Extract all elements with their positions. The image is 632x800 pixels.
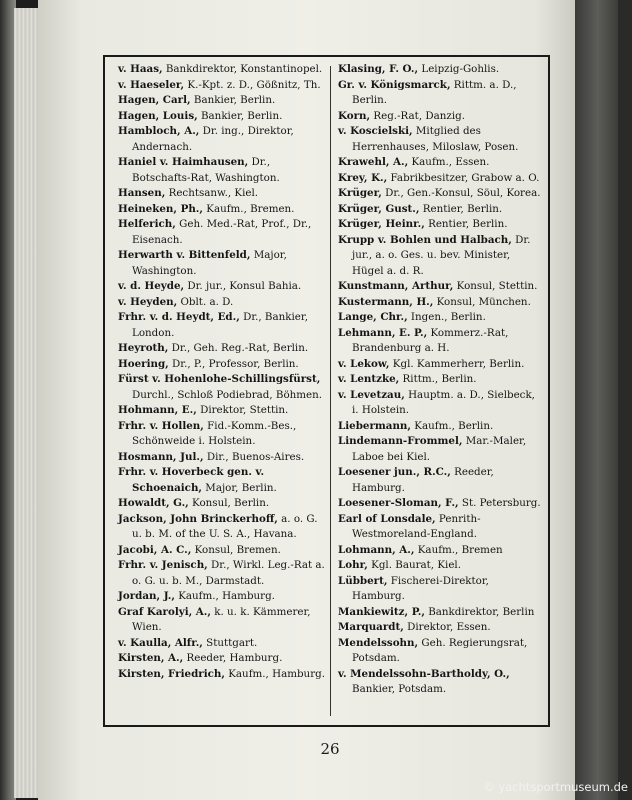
directory-entry [118,341,326,357]
entry-name: Hohmann, E., [118,404,197,416]
entry-details: Kommerz.-Rat, Brandenburg a. H. [352,326,509,354]
directory-entry [118,403,326,419]
entry-name: Klasing, F. O., [338,63,419,75]
directory-entry [338,372,542,388]
background-edge [618,0,632,800]
directory-entry [338,620,542,636]
directory-entry [118,558,326,589]
entry-details: Dr., P., Professor, Berlin. [168,357,299,370]
entry-name: Lohmann, A., [338,543,415,556]
directory-entry [118,357,326,373]
entry-details: Fid.-Komm.-Bes., Schönweide i. Holstein. [132,419,297,447]
entry-details: Dr., Wirkl. Leg.-Rat a. o. G. u. b. M., Darmstadt. [132,559,325,587]
directory-entry [338,496,542,512]
directory-entry [338,636,542,667]
entry-name: Frhr. v. Jenisch, [118,559,208,571]
directory-entry [118,295,326,311]
directory-entry [118,202,326,218]
entry-details: Kaufm., Hamburg. [224,667,325,680]
entry-name: Kirsten, Friedrich, [118,667,225,680]
directory-entry [338,605,542,621]
entry-name: v. Koscielski, [338,125,413,137]
directory-entry [338,109,542,125]
directory-entry [118,419,326,450]
entry-details: Konsul, Stettin. [453,280,538,292]
directory-entry [118,496,326,512]
directory-entry [338,217,542,233]
directory-entry [118,279,326,295]
directory-entry [118,372,326,403]
directory-entry [118,310,326,341]
entry-details: Kaufm., Essen. [408,156,490,168]
entry-details: Kgl. Baurat, Kiel. [367,559,461,571]
entry-details: Rittm., Berlin. [399,373,477,385]
directory-entry [118,512,326,543]
directory-entry [118,62,326,78]
directory-entry [338,465,542,496]
entry-name: Krupp v. Bohlen und Halbach, [338,233,512,246]
right-column [338,62,542,698]
directory-entry [338,202,542,218]
directory-entry [118,605,326,636]
entry-name: Haniel v. Haimhausen, [118,156,249,168]
entry-details: Konsul, Berlin. [188,497,270,509]
entry-details: Oblt. a. D. [177,295,234,308]
entry-details: Durchl., Schloß Podiebrad, Böhmen. [132,388,323,401]
entry-name: Jacobi, A. C., [118,543,192,556]
directory-entry [118,93,326,109]
directory-entry [338,233,542,280]
directory-entry [338,310,542,326]
entry-name: v. Lekow, [338,357,390,370]
directory-entry [118,248,326,279]
directory-entry [118,465,326,496]
entry-details: Bankdirektor, Berlin [424,605,535,618]
entry-details: Kaufm., Bremen. [202,202,295,215]
watermark: © yachtsportmuseum.de [483,780,628,794]
directory-entry [118,78,326,94]
directory-entry [118,667,326,683]
directory-entry [338,171,542,187]
column-divider [330,66,331,716]
entry-details: Penrith-Westmoreland-England. [352,512,481,540]
entry-details: Bankier, Berlin. [190,94,276,106]
directory-entry [338,543,542,559]
entry-name: Heyroth, [118,342,169,354]
directory-entry [338,419,542,435]
entry-name: v. Kaulla, Alfr., [118,636,203,649]
directory-entry [338,667,542,698]
entry-details: K.-Kpt. z. D., Gößnitz, Th. [184,78,321,91]
left-column [118,62,326,682]
entry-details: Dr., Geh. Reg.-Rat, Berlin. [168,342,309,354]
entry-name: Hosmann, Jul., [118,450,204,463]
entry-name: Lange, Chr., [338,311,408,323]
directory-entry [118,636,326,652]
directory-entry [338,357,542,373]
directory-entry [338,124,542,155]
entry-name: v. Haeseler, [118,78,185,91]
directory-entry [338,512,542,543]
entry-details: Major, Berlin. [202,481,277,494]
entry-name: Fürst v. Hohenlohe-Schillingsfürst, [118,373,321,385]
entry-details: Bankier, Potsdam. [352,683,447,695]
entry-name: Heineken, Ph., [118,202,203,215]
entry-name: Gr. v. Königsmarck, [338,78,451,91]
directory-entry [338,558,542,574]
entry-details: Geh. Med.-Rat, Prof., Dr., Eisenach. [132,218,312,246]
entry-details: Bankier, Berlin. [197,109,283,122]
entry-name: Mankiewitz, P., [338,605,425,618]
entry-name: Jackson, John Brinckerhoff, [118,512,278,525]
entry-name: Kirsten, A., [118,652,184,664]
entry-name: Krüger, Gust., [338,202,420,215]
entry-name: Krawehl, A., [338,156,409,168]
entry-name: Jordan, J., [118,590,175,602]
directory-entry [118,217,326,248]
entry-details: Konsul, München. [433,295,531,308]
entry-details: Rittm. a. D., Berlin. [352,78,517,106]
entry-details: Rentier, Berlin. [424,218,508,230]
entry-details: Dir., Buenos-Aires. [203,450,305,463]
directory-entry [338,186,542,202]
entry-name: Kustermann, H., [338,295,434,308]
entry-details: Reeder, Hamburg. [352,466,494,494]
entry-details: Dr. jur., a. o. Ges. u. bev. Minister, Hügel a. d. R. [352,233,531,277]
directory-entry [118,186,326,202]
entry-details: Rentier, Berlin. [419,202,503,215]
entry-details: Dr., Botschafts-Rat, Washington. [132,156,280,184]
directory-entry [118,124,326,155]
entry-details: Geh. Regierungsrat, Potsdam. [352,636,528,664]
directory-entry [338,78,542,109]
entry-details: Kgl. Kammerherr, Berlin. [389,357,525,370]
entry-details: Hauptm. a. D., Sielbeck, i. Holstein. [352,388,535,416]
directory-entry [338,434,542,465]
directory-entry [338,574,542,605]
entry-details: Fischerei-Direktor, Hamburg. [352,574,489,602]
directory-entry [118,543,326,559]
directory-entry [338,326,542,357]
entry-name: Hagen, Carl, [118,94,191,106]
entry-name: Lohr, [338,559,368,571]
entry-name: Krüger, [338,187,382,199]
entry-details: Dr., Gen.-Konsul, Söul, Korea. [381,187,541,199]
entry-details: Rechtsanw., Kiel. [165,187,259,199]
entry-name: Lübbert, [338,574,388,587]
directory-entry [118,109,326,125]
entry-name: Hoering, [118,357,169,370]
directory-entry [338,62,542,78]
entry-details: Major, Washington. [132,249,287,277]
entry-name: Hagen, Louis, [118,109,198,122]
entry-details: k. u. k. Kämmerer, Wien. [132,605,311,633]
directory-entry [118,651,326,667]
entry-details: Ingen., Berlin. [407,311,486,323]
entry-name: v. Lentzke, [338,373,400,385]
entry-name: Helferich, [118,218,176,230]
entry-details: Kaufm., Hamburg. [174,590,275,602]
page-number: 26 [320,740,340,758]
entry-details: Direktor, Essen. [403,621,491,633]
entry-name: Lehmann, E. P., [338,326,428,339]
entry-details: Dr. ing., Direktor, Andernach. [132,125,294,153]
entry-details: St. Petersburg. [458,497,541,509]
directory-entry [338,295,542,311]
entry-details: Konsul, Bremen. [191,543,281,556]
entry-details: Reeder, Hamburg. [183,652,283,664]
entry-details: Kaufm., Bremen [414,543,503,556]
entry-details: Mitglied des Herrenhauses, Miloslaw, Posen. [352,125,519,153]
entry-details: Leipzig-Gohlis. [418,63,500,75]
entry-name: Frhr. v. Hollen, [118,419,204,432]
entry-name: Krey, K., [338,171,388,184]
entry-details: Stuttgart. [202,636,258,649]
directory-entry [118,450,326,466]
entry-details: Mar.-Maler, Laboe bei Kiel. [352,435,527,463]
directory-entry [338,388,542,419]
directory-entry [338,155,542,171]
entry-name: v. Mendelssohn-Bartholdy, O., [338,667,510,680]
entry-name: Howaldt, G., [118,497,189,509]
entry-name: Loesener jun., R.C., [338,466,451,478]
entry-name: Herwarth v. Bittenfeld, [118,249,251,261]
entry-details: Fabrikbesitzer, Grabow a. O. [387,171,540,184]
entry-name: Lindemann-Frommel, [338,435,463,447]
entry-name: Frhr. v. d. Heydt, Ed., [118,311,240,323]
entry-details: a. o. G. u. b. M. of the U. S. A., Havana. [132,512,318,540]
entry-details: Kaufm., Berlin. [411,419,494,432]
entry-name: v. d. Heyde, [118,280,185,292]
entry-name: Korn, [338,109,371,122]
entry-details: Direktor, Stettin. [196,404,289,416]
entry-name: Mendelssohn, [338,636,419,649]
entry-name: Krüger, Heinr., [338,218,425,230]
entry-name: Earl of Lonsdale, [338,512,436,525]
entry-name: Hansen, [118,187,166,199]
entry-name: v. Heyden, [118,295,178,308]
entry-name: Frhr. v. Hoverbeck gen. v. Schoenaich, [118,466,265,494]
entry-details: Dr., Bankier, London. [132,311,308,339]
entry-details: Dr. jur., Konsul Bahia. [184,280,302,292]
entry-name: Kunstmann, Arthur, [338,280,454,292]
entry-name: v. Levetzau, [338,388,405,401]
entry-details: Bankdirektor, Konstantinopel. [162,63,323,75]
entry-name: Loesener-Sloman, F., [338,497,459,509]
entry-name: Graf Karolyi, A., [118,605,211,618]
entry-name: Hambloch, A., [118,125,200,137]
entry-name: v. Haas, [118,63,163,75]
directory-entry [338,279,542,295]
directory-entry [118,589,326,605]
entry-name: Marquardt, [338,621,404,633]
directory-entry [118,155,326,186]
entry-details: Reg.-Rat, Danzig. [370,109,465,122]
entry-name: Liebermann, [338,419,412,432]
